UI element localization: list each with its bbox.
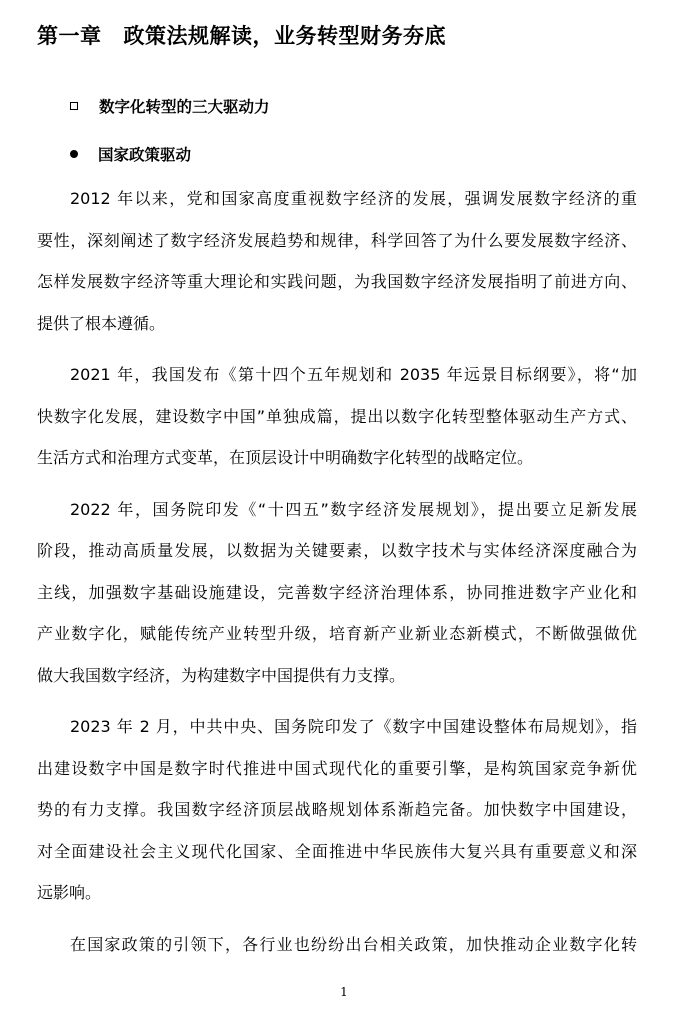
- section-heading: [70, 95, 270, 117]
- text-line: 出建设数字中国是数字时代推进中国式现代化的重要引擎，是构筑国家竞争新优: [37, 758, 637, 778]
- text-line: 2022 年，国务院印发《“十四五”数字经济发展规划》，提出要立足新发展: [70, 499, 637, 519]
- text-line: 怎样发展数字经济等重大理论和实践问题，为我国数字经济发展指明了前进方向、: [37, 272, 637, 291]
- text-line: 2021 年，我国发布《第十四个五年规划和 2035 年远景目标纲要》，将“加: [70, 365, 637, 384]
- text-line: 2023 年 2 月，中共中央、国务院印发了《数字中国建设整体布局规划》，指: [70, 717, 637, 736]
- text-line: 生活方式和治理方式变革，在顶层设计中明确数字化转型的战略定位。: [37, 448, 534, 467]
- text-line: 阶段，推动高质量发展，以数据为关键要素，以数字技术与实体经济深度融合为: [37, 541, 637, 560]
- paragraph-2: [37, 354, 637, 479]
- body-text: [37, 178, 637, 975]
- paragraph-1: [37, 178, 637, 344]
- subsection-heading: [70, 143, 191, 165]
- square-bullet-icon: [70, 102, 78, 110]
- section-heading-text: 数字化转型的三大驱动力: [99, 98, 270, 116]
- dot-bullet-icon: [70, 150, 78, 158]
- text-line: 对全面建设社会主义现代化国家、全面推进中华民族伟大复兴具有重要意义和深: [37, 841, 637, 861]
- text-line: 产业数字化，赋能传统产业转型升级，培育新产业新业态新模式，不断做强做优: [37, 624, 637, 643]
- paragraph-5: [37, 924, 637, 966]
- text-line: 主线，加强数字基础设施建设，完善数字经济治理体系，协同推进数字产业化和: [37, 582, 637, 602]
- chapter-number: 第一章: [37, 24, 102, 48]
- text-line: 2012 年以来，党和国家高度重视数字经济的发展，强调发展数字经济的重: [70, 189, 637, 208]
- paragraph-4: [37, 706, 637, 914]
- text-line: 远影响。: [37, 883, 102, 902]
- text-line: 要性，深刻阐述了数字经济发展趋势和规律，科学回答了为什么要发展数字经济、: [37, 230, 637, 250]
- subsection-heading-text: 国家政策驱动: [98, 146, 192, 164]
- page-number: 1: [340, 985, 348, 999]
- text-line: 做大我国数字经济，为构建数字中国提供有力支撑。: [37, 665, 406, 685]
- text-line: 快数字化发展，建设数字中国”单独成篇，提出以数字化转型整体驱动生产方式、: [37, 406, 637, 426]
- text-line: 在国家政策的引领下，各行业也纷纷出台相关政策，加快推动企业数字化转: [70, 934, 637, 954]
- chapter-heading-text: 政策法规解读，业务转型财务夯底: [123, 24, 446, 48]
- text-line: 提供了根本遵循。: [37, 313, 166, 333]
- text-line: 势的有力支撑。我国数字经济顶层战略规划体系渐趋完备。加快数字中国建设，: [37, 800, 637, 819]
- chapter-title: [37, 20, 446, 50]
- paragraph-3: [37, 489, 637, 697]
